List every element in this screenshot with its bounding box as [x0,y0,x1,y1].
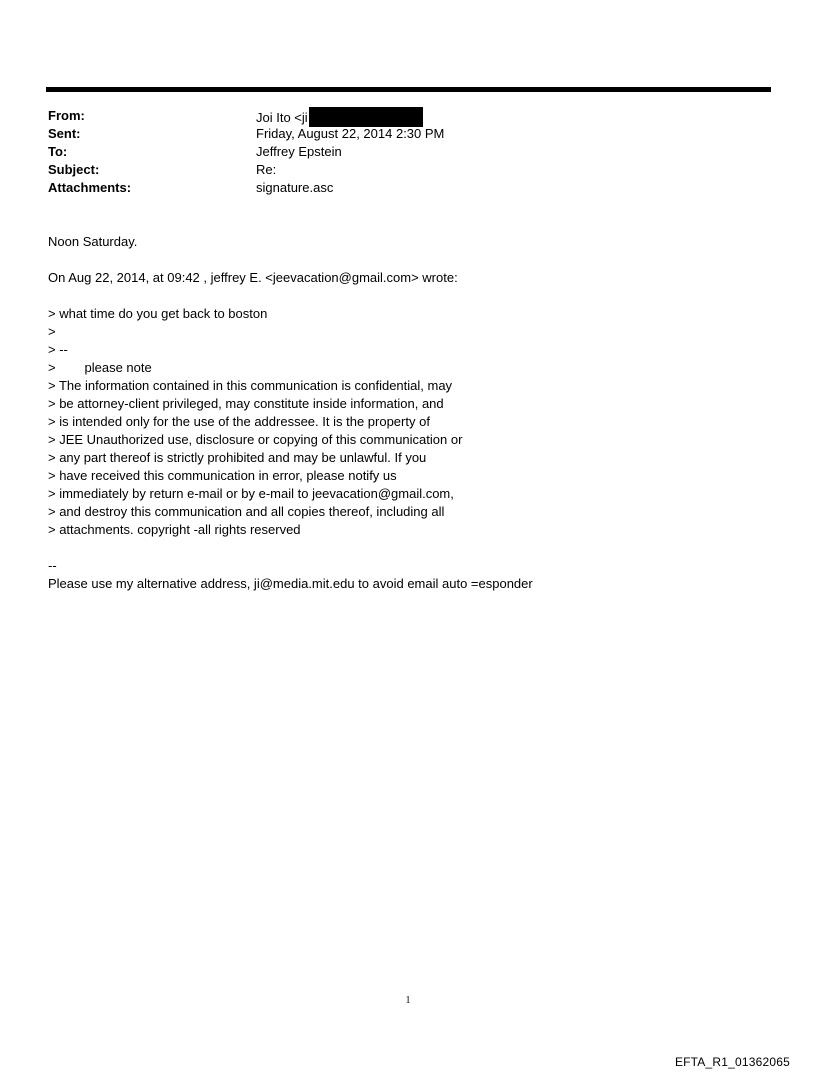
quote-intro: On Aug 22, 2014, at 09:42 , jeffrey E. <jeevacation@gmail.com> wrote: [48,270,458,285]
quoted-line: > what time do you get back to boston [48,306,268,321]
sent-value: Friday, August 22, 2014 2:30 PM [256,126,445,141]
page-number: 1 [405,995,411,1006]
quoted-line: > immediately by return e-mail or by e-mail to jeevacation@gmail.com, [48,486,454,501]
from-label: From: [48,108,85,123]
signature-separator: -- [48,558,57,573]
signature-text: Please use my alternative address, ji@media.mit.edu to avoid email auto =esponder [48,576,533,591]
quoted-line: > is intended only for the use of the addressee. It is the property of [48,414,430,429]
redaction-block [309,107,423,127]
spacer [48,287,788,305]
quoted-line: > please note [48,360,152,375]
attachments-value: signature.asc [256,180,334,195]
to-value: Jeffrey Epstein [256,144,342,159]
spacer [48,539,788,557]
reply-text: Noon Saturday. [48,234,138,249]
from-text: Joi Ito <ji [256,110,308,125]
email-header [48,107,748,197]
subject-row [48,161,748,179]
spacer [48,251,788,269]
document-id: EFTA_R1_01362065 [674,1055,790,1069]
quoted-line: > JEE Unauthorized use, disclosure or copying of this communication or [48,432,463,447]
quoted-line: > and destroy this communication and all copies thereof, including all [48,504,445,519]
subject-label: Subject: [48,162,100,177]
sent-row [48,125,748,143]
quoted-line: > have received this communication in error, please notify us [48,468,397,483]
attachments-label: Attachments: [48,180,132,195]
quoted-line: > be attorney-client privileged, may constitute inside information, and [48,396,444,411]
quoted-message [48,305,788,539]
header-divider [46,87,771,92]
quoted-line: > [48,324,56,339]
sent-label: Sent: [48,126,81,141]
from-row [48,107,748,125]
subject-value: Re: [256,162,277,177]
quoted-line: > any part thereof is strictly prohibited and may be unlawful. If you [48,450,427,465]
quoted-line: > The information contained in this communication is confidential, may [48,378,453,393]
quoted-line: > -- [48,342,68,357]
quoted-line: > attachments. copyright -all rights reserved [48,522,301,537]
from-value [256,107,423,127]
email-body [48,233,788,593]
to-row [48,143,748,161]
attachments-row [48,179,748,197]
to-label: To: [48,144,68,159]
